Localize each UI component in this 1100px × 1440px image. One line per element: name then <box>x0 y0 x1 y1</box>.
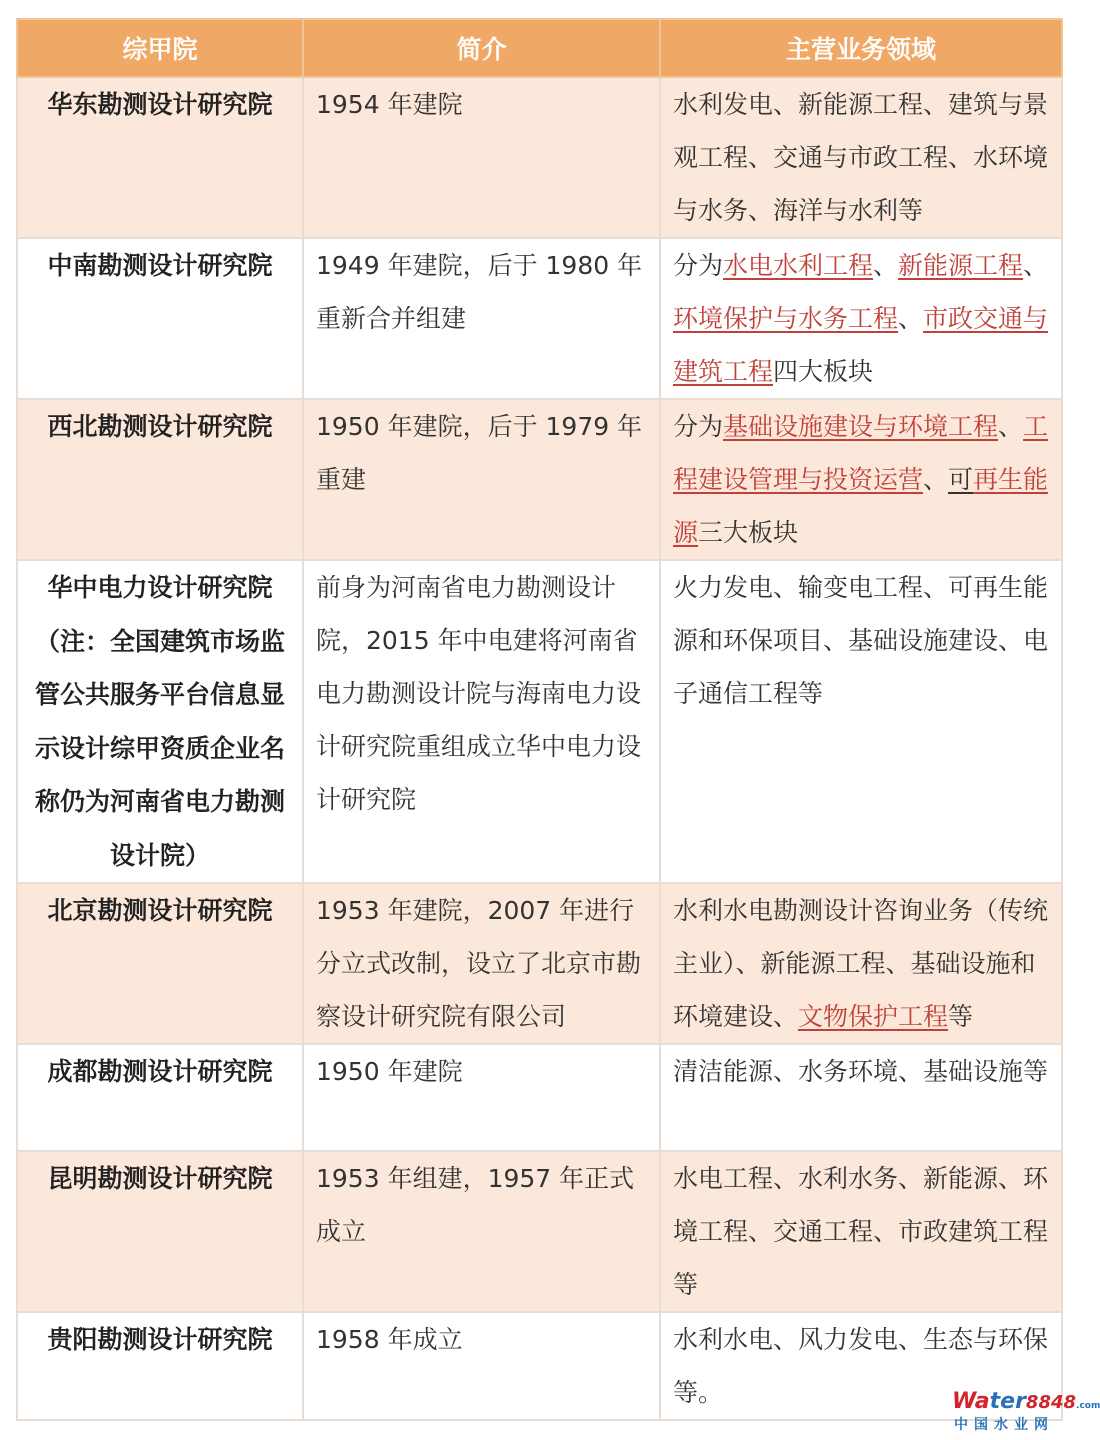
business-text: 分为 <box>673 251 724 280</box>
business-text: 、 <box>873 251 899 280</box>
table-row <box>17 238 1062 399</box>
institute-name: 西北勘测设计研究院 <box>17 399 303 560</box>
business-highlight: 环境保护与水务工程 <box>673 304 899 333</box>
business-areas <box>660 883 1062 1044</box>
business-text: 水电工程、水利水务、新能源、环境工程、交通工程、市政建筑工程等 <box>673 1164 1049 1299</box>
business-text: 、 <box>998 412 1024 441</box>
watermark-brand-d: .com <box>1076 1401 1100 1411</box>
institute-name: 北京勘测设计研究院 <box>17 883 303 1044</box>
institute-name: 贵阳勘测设计研究院 <box>17 1312 303 1420</box>
institute-name: 华中电力设计研究院（注：全国建筑市场监管公共服务平台信息显示设计综甲资质企业名称仍为河南省电力勘测设计院） <box>17 560 303 883</box>
business-highlight: 再生能源 <box>673 465 1049 547</box>
table-header-row <box>17 19 1062 77</box>
institute-name: 华东勘测设计研究院 <box>17 77 303 238</box>
business-text: 清洁能源、水务环境、基础设施等 <box>673 1057 1049 1086</box>
institute-name: 中南勘测设计研究院 <box>17 238 303 399</box>
table-row <box>17 1151 1062 1312</box>
watermark-subtitle: 中国水业网 <box>954 1417 1054 1433</box>
business-text: 、 <box>898 304 924 333</box>
business-highlight: 工程建设管理与投资运营 <box>673 412 1049 494</box>
business-highlight: 水电水利工程 <box>723 251 874 280</box>
business-highlight: 新能源工程 <box>898 251 1024 280</box>
business-text: 、 <box>1023 251 1049 280</box>
business-highlight: 文物保护工程 <box>798 1002 949 1031</box>
header-institute: 综甲院 <box>17 19 303 77</box>
table-row <box>17 560 1062 883</box>
table-row <box>17 77 1062 238</box>
header-intro: 简介 <box>303 19 660 77</box>
institute-intro: 前身为河南省电力勘测设计院，2015 年中电建将河南省电力勘测设计院与海南电力设计研究院重组成立华中电力设计研究院 <box>303 560 660 883</box>
business-areas <box>660 238 1062 399</box>
watermark-brand-a: Wa <box>952 1389 990 1414</box>
watermark-logo <box>952 1389 1100 1434</box>
institute-intro: 1949 年建院，后于 1980 年重新合并组建 <box>303 238 660 399</box>
business-highlight: 市政交通与建筑工程 <box>673 304 1049 386</box>
business-areas <box>660 399 1062 560</box>
institute-name: 成都勘测设计研究院 <box>17 1044 303 1151</box>
header-business: 主营业务领域 <box>660 19 1062 77</box>
table-row <box>17 1312 1062 1420</box>
business-highlight: 基础设施建设与环境工程 <box>723 412 999 441</box>
business-areas <box>660 1151 1062 1312</box>
business-areas <box>660 77 1062 238</box>
business-text: 分为 <box>673 412 724 441</box>
watermark-brand-c: 8848 <box>1025 1392 1077 1413</box>
institute-intro: 1950 年建院 <box>303 1044 660 1151</box>
business-text: 三大板块 <box>698 518 799 547</box>
business-text: 等 <box>948 1002 974 1031</box>
institute-intro: 1950 年建院，后于 1979 年重建 <box>303 399 660 560</box>
table-row <box>17 1044 1062 1151</box>
table-body <box>17 77 1062 1420</box>
business-table <box>16 18 1063 1421</box>
table-row <box>17 883 1062 1044</box>
business-areas <box>660 560 1062 883</box>
business-text: 火力发电、输变电工程、可再生能源和环保项目、基础设施建设、电子通信工程等 <box>673 573 1049 708</box>
institute-intro: 1953 年组建，1957 年正式成立 <box>303 1151 660 1312</box>
business-text: 可 <box>948 465 974 494</box>
business-text: 、 <box>923 465 949 494</box>
institute-intro: 1954 年建院 <box>303 77 660 238</box>
business-areas <box>660 1044 1062 1151</box>
institute-intro: 1953 年建院，2007 年进行分立式改制，设立了北京市勘察设计研究院有限公司 <box>303 883 660 1044</box>
institute-intro: 1958 年成立 <box>303 1312 660 1420</box>
watermark-brand-b: ter <box>989 1389 1026 1414</box>
business-text: 四大板块 <box>773 357 874 386</box>
table-row <box>17 399 1062 560</box>
business-text: 水利水电勘测设计咨询业务（传统主业）、新能源工程、基础设施和环境建设、 <box>673 896 1049 1031</box>
business-text: 水利水电、风力发电、生态与环保等。 <box>673 1325 1049 1407</box>
business-text: 水利发电、新能源工程、建筑与景观工程、交通与市政工程、水环境与水务、海洋与水利等 <box>673 90 1049 225</box>
institute-name: 昆明勘测设计研究院 <box>17 1151 303 1312</box>
